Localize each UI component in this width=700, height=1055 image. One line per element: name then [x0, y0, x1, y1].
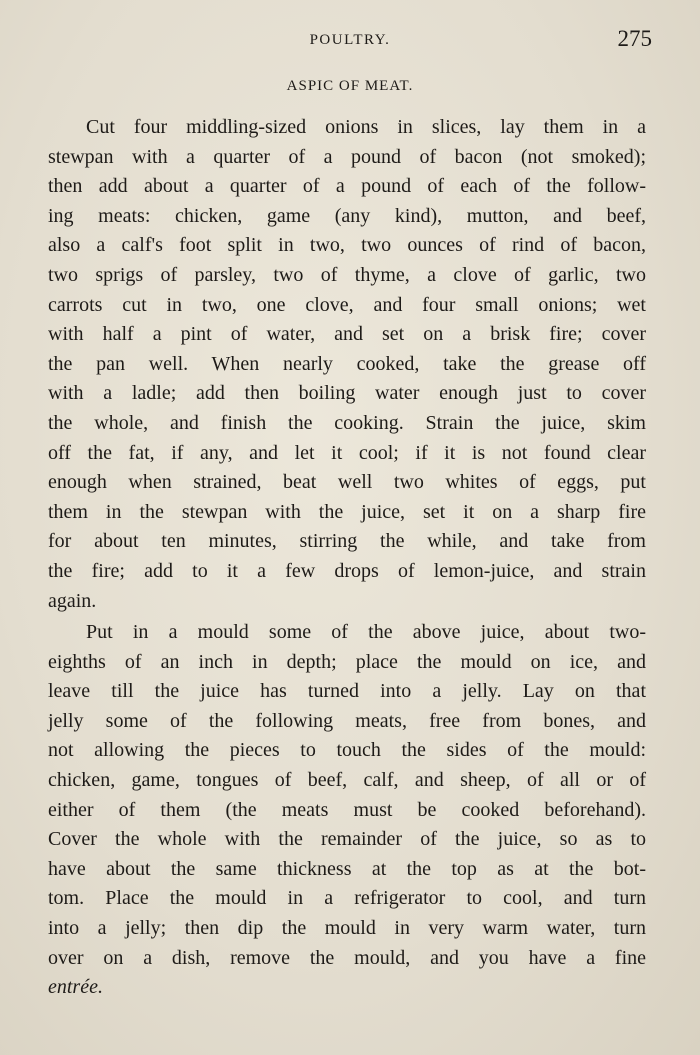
text-line: not allowing the pieces to touch the sides of the mould:: [48, 739, 646, 762]
text-line: off the fat, if any, and let it cool; if it is not found clear: [48, 441, 646, 464]
text-line: for about ten minutes, stirring the while, and take from: [48, 530, 646, 553]
text-line: the fire; add to it a few drops of lemon-juice, and strain: [48, 559, 646, 582]
text-line: enough when strained, beat well two whites of eggs, put: [48, 471, 646, 494]
body-text: [48, 113, 646, 1003]
text-line: Put in a mould some of the above juice, about two-: [86, 621, 646, 644]
final-word-italic: entrée.: [48, 976, 103, 999]
text-line: over on a dish, remove the mould, and you have a fine: [48, 946, 646, 969]
paragraph-1: [48, 113, 646, 616]
text-line: then add about a quarter of a pound of each of the follow-: [48, 175, 646, 198]
text-line: carrots cut in two, one clove, and four small onions; wet: [48, 293, 646, 316]
text-line: stewpan with a quarter of a pound of bacon (not smoked);: [48, 145, 646, 168]
text-line: Cover the whole with the remainder of the juice, so as to: [48, 828, 646, 851]
text-line: eighths of an inch in depth; place the mould on ice, and: [48, 650, 646, 673]
text-line: into a jelly; then dip the mould in very warm water, turn: [48, 917, 646, 940]
text-line: also a calf's foot split in two, two ounces of rind of bacon,: [48, 234, 646, 257]
page-number: 275: [617, 26, 652, 51]
text-line: jelly some of the following meats, free from bones, and: [48, 709, 646, 732]
text-line: tom. Place the mould in a refrigerator to cool, and turn: [48, 887, 646, 910]
text-line: the whole, and finish the cooking. Strain the juice, skim: [48, 411, 646, 434]
text-line: leave till the juice has turned into a jelly. Lay on that: [48, 680, 646, 703]
paragraph-2: [48, 618, 646, 1003]
text-line: them in the stewpan with the juice, set it on a sharp fire: [48, 500, 646, 523]
section-title: ASPIC OF MEAT.: [286, 78, 414, 94]
running-title: POULTRY.: [309, 32, 391, 48]
text-line: Cut four middling-sized onions in slices, lay them in a: [86, 116, 646, 138]
running-head: [48, 28, 652, 52]
text-line: either of them (the meats must be cooked beforehand).: [48, 798, 646, 821]
text-line: ing meats: chicken, game (any kind), mutton, and beef,: [48, 204, 646, 227]
text-line: have about the same thickness at the top as at the bot-: [48, 857, 646, 880]
text-line: the pan well. When nearly cooked, take the grease off: [48, 352, 646, 375]
text-line: with a ladle; add then boiling water enough just to cover: [48, 382, 646, 405]
text-line: with half a pint of water, and set on a brisk fire; cover: [48, 323, 646, 346]
text-line: two sprigs of parsley, two of thyme, a clove of garlic, two: [48, 263, 646, 286]
text-line: again.: [48, 589, 97, 612]
text-line: chicken, game, tongues of beef, calf, and sheep, of all or of: [48, 769, 646, 792]
text-line: [48, 973, 646, 1003]
